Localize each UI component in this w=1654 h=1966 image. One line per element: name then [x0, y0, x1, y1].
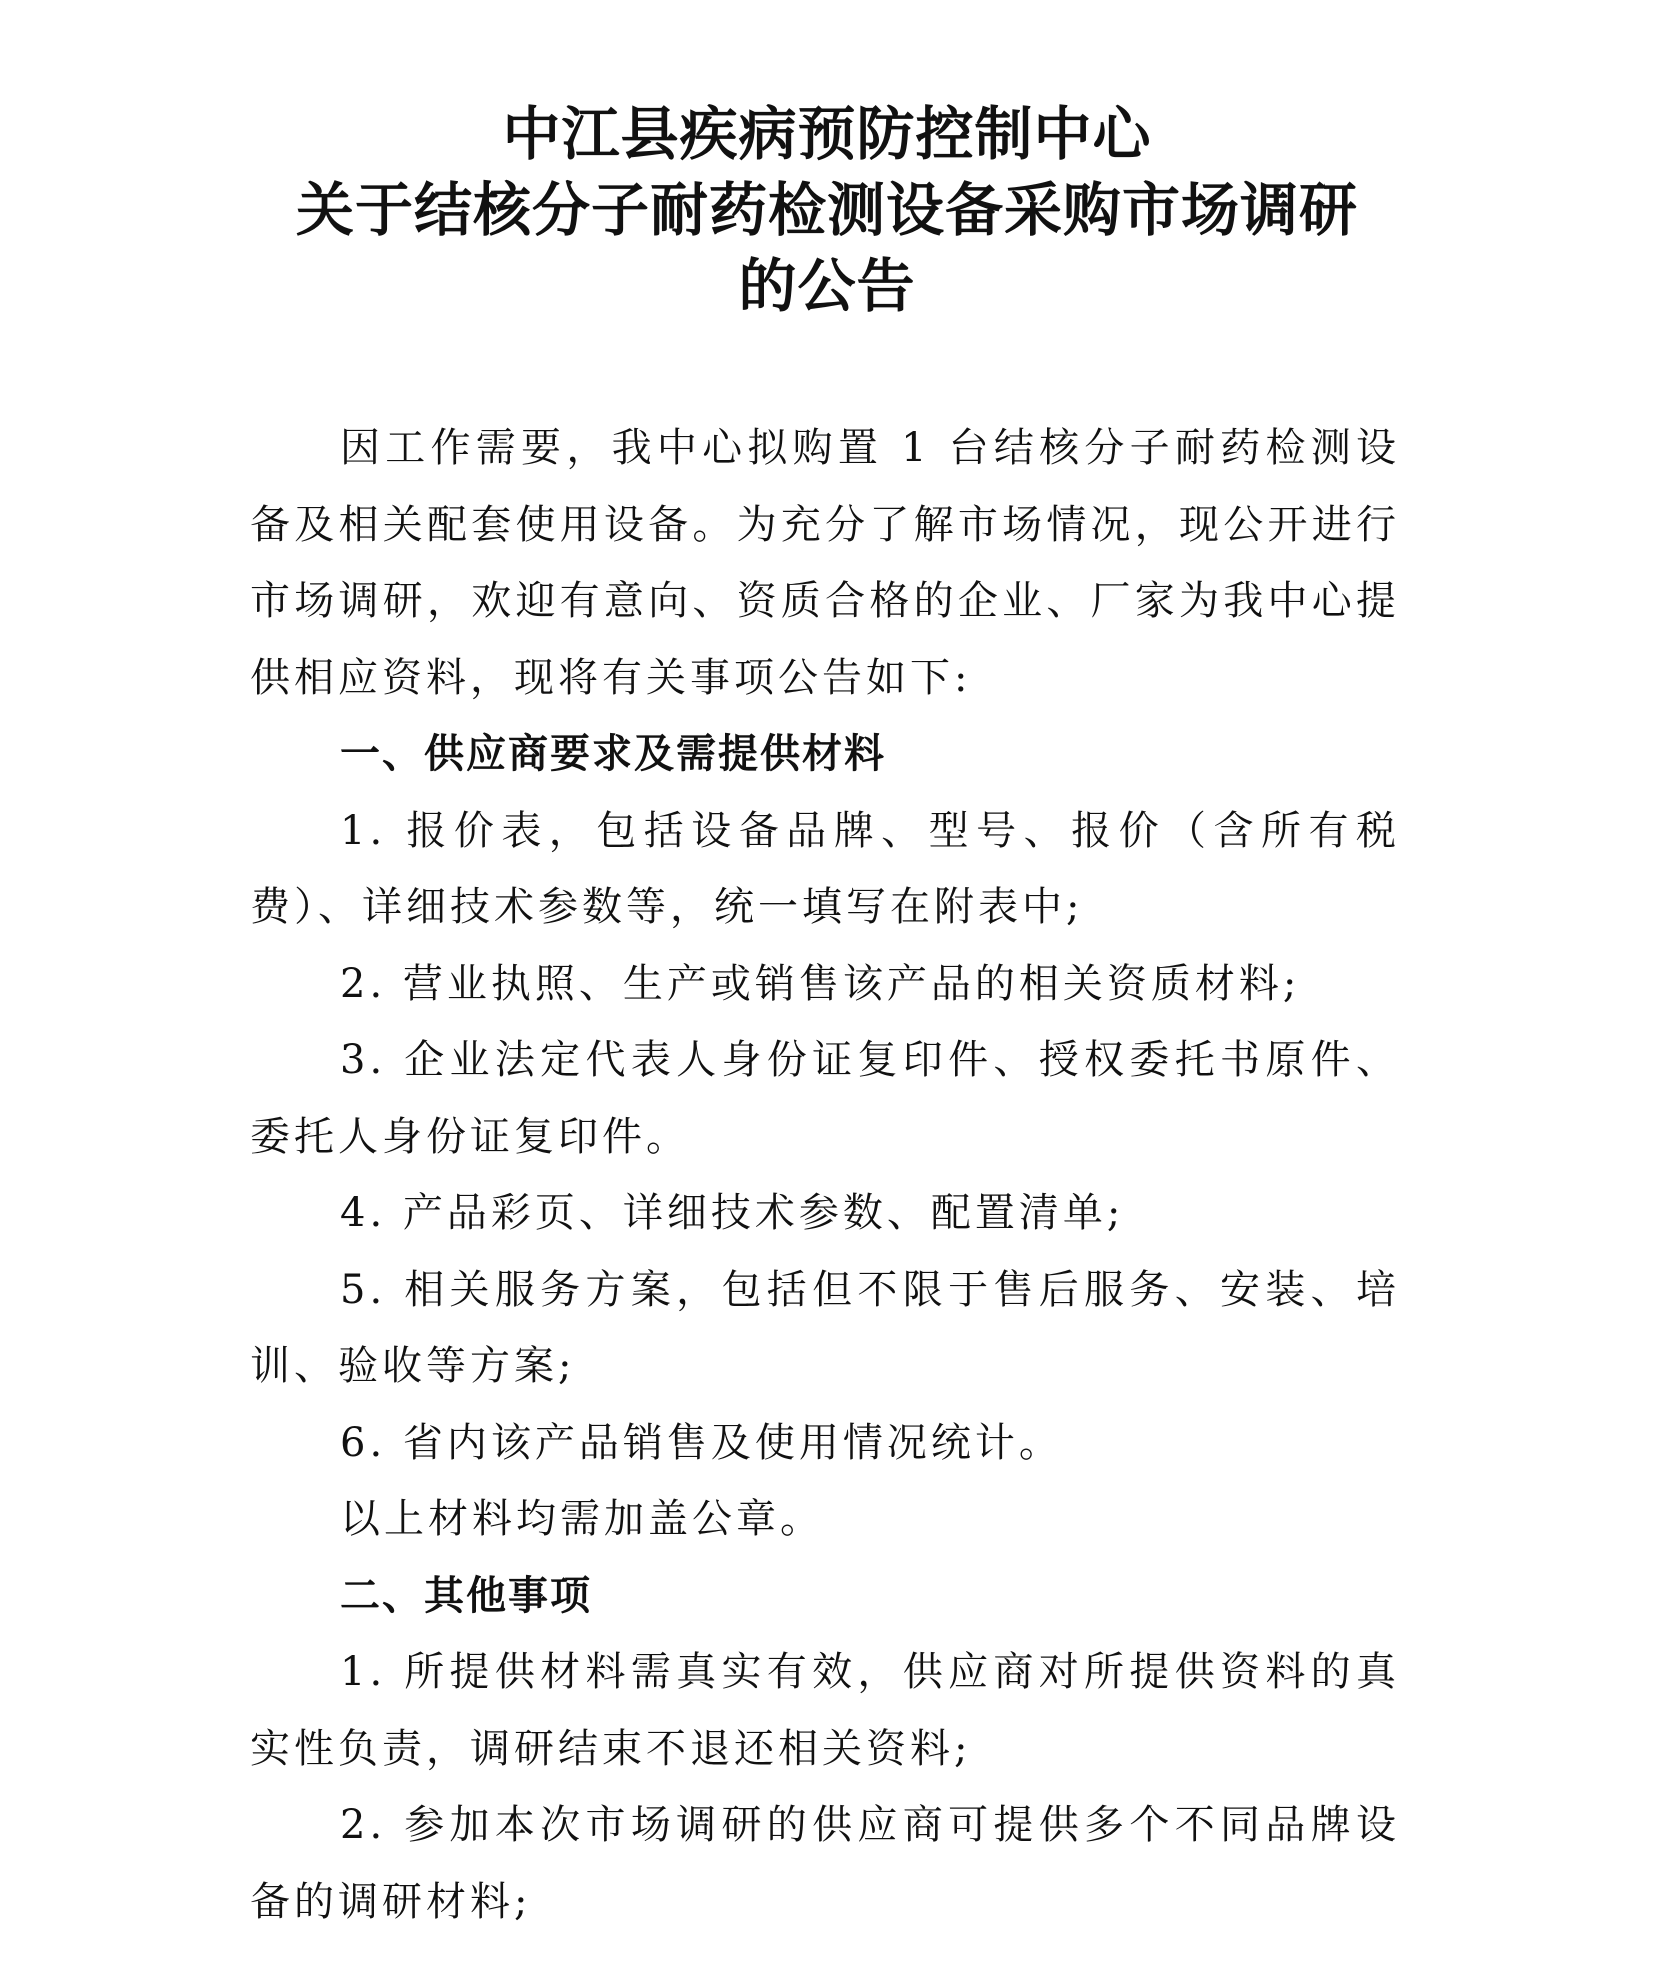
- requirement-item: 6. 省内该产品销售及使用情况统计。: [340, 1419, 1063, 1466]
- requirement-item: 2. 营业执照、生产或销售该产品的相关资质材料;: [340, 960, 1301, 1007]
- intro-paragraph: 因工作需要，我中心拟购置 1 台结核分子耐药检测设备及相关配套使用设备。为充分了解市场情况，现公开进行市场调研，欢迎有意向、资质合格的企业、厂家为我中心提供相应资料，现将有关事项公告如下:: [250, 425, 1400, 701]
- title-line-organization: 中江县疾病预防控制中心: [502, 100, 1152, 168]
- requirement-item: 4. 产品彩页、详细技术参数、配置清单;: [340, 1190, 1125, 1236]
- requirement-item: 1. 报价表，包括设备品牌、型号、报价（含所有税费）、详细技术参数等，统一填写在附表中;: [250, 807, 1400, 930]
- title-line-notice: 的公告: [738, 252, 916, 320]
- section-heading-other-matters: 二、其他事项: [340, 1572, 592, 1619]
- requirement-item: 3. 企业法定代表人身份证复印件、授权委托书原件、委托人身份证复印件。: [250, 1037, 1400, 1160]
- seal-note: 以上材料均需加盖公章。: [340, 1496, 824, 1542]
- other-matter-item: 1. 所提供材料需真实有效，供应商对所提供资料的真实性负责，调研结束不退还相关资料;: [250, 1649, 1400, 1772]
- other-matter-item: 2. 参加本次市场调研的供应商可提供多个不同品牌设备的调研材料;: [250, 1802, 1400, 1925]
- document-title: [0, 96, 1654, 324]
- requirement-item: 5. 相关服务方案，包括但不限于售后服务、安装、培训、验收等方案;: [250, 1266, 1400, 1389]
- document-body: [250, 410, 1400, 1940]
- section-heading-supplier-requirements: 一、供应商要求及需提供材料: [340, 731, 886, 777]
- title-line-subject: 关于结核分子耐药检测设备采购市场调研: [295, 176, 1358, 244]
